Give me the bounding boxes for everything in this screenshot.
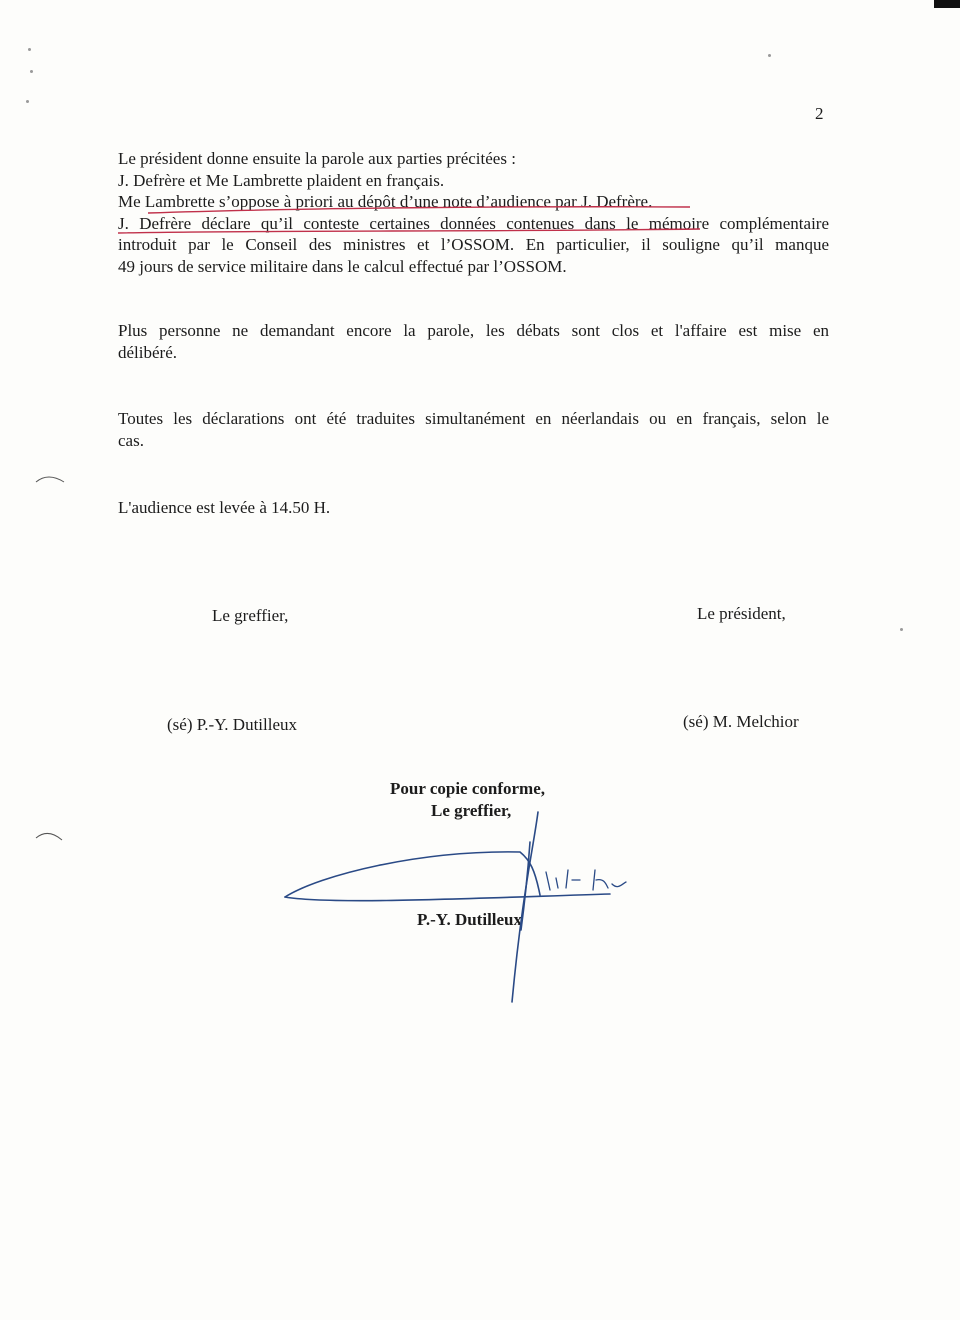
president-role-label: Le président, bbox=[697, 604, 786, 623]
president-name: (sé) M. Melchior bbox=[683, 712, 799, 731]
scan-speck bbox=[900, 628, 903, 631]
text-line: Le président donne ensuite la parole aux parties précitées : bbox=[118, 149, 516, 168]
scan-speck bbox=[30, 70, 33, 73]
margin-mark bbox=[36, 833, 62, 840]
scan-speck bbox=[768, 54, 771, 57]
paragraph-hearing-proceedings bbox=[118, 148, 829, 277]
text-line: délibéré. bbox=[118, 342, 177, 362]
clerk-role-label: Le greffier, bbox=[212, 606, 289, 625]
text-line: introduit par le Conseil des ministres et l’OSSOM. En particulier, il souligne qu’il manque bbox=[118, 235, 829, 254]
scan-speck bbox=[26, 100, 29, 103]
clerk-name: (sé) P.-Y. Dutilleux bbox=[167, 715, 298, 734]
scan-corner-mark bbox=[934, 0, 960, 8]
text-line: Plus personne ne demandant encore la parole, les débats sont clos et l'affaire est mise en bbox=[118, 321, 829, 340]
certification-clerk-name: P.-Y. Dutilleux bbox=[417, 910, 523, 929]
text-line: cas. bbox=[118, 430, 144, 450]
scan-speck bbox=[28, 48, 31, 51]
paragraph-translations bbox=[118, 408, 829, 451]
text-line-underlined: Me Lambrette s’oppose à priori au dépôt d’une note d’audience par J. Defrère. bbox=[118, 192, 653, 211]
paragraph-hearing-closed bbox=[118, 497, 829, 519]
text-line: Toutes les déclarations ont été traduites simultanément en néerlandais ou en français, selon le bbox=[118, 409, 829, 428]
certification-clerk-label: Le greffier, bbox=[431, 801, 512, 820]
certification-heading: Pour copie conforme, bbox=[390, 779, 546, 798]
margin-mark bbox=[36, 477, 64, 482]
text-line-underlined: J. Defrère déclare qu’il conteste certaines données contenues dans le mémoire complémentaire bbox=[118, 213, 829, 233]
handwritten-signature bbox=[285, 812, 626, 1002]
text-line: J. Defrère et Me Lambrette plaident en français. bbox=[118, 170, 445, 190]
page-number: 2 bbox=[815, 104, 824, 123]
text-line: 49 jours de service militaire dans le calcul effectué par l’OSSOM. bbox=[118, 256, 567, 276]
text-line: L'audience est levée à 14.50 H. bbox=[118, 498, 331, 517]
paragraph-debates-closed bbox=[118, 320, 829, 363]
